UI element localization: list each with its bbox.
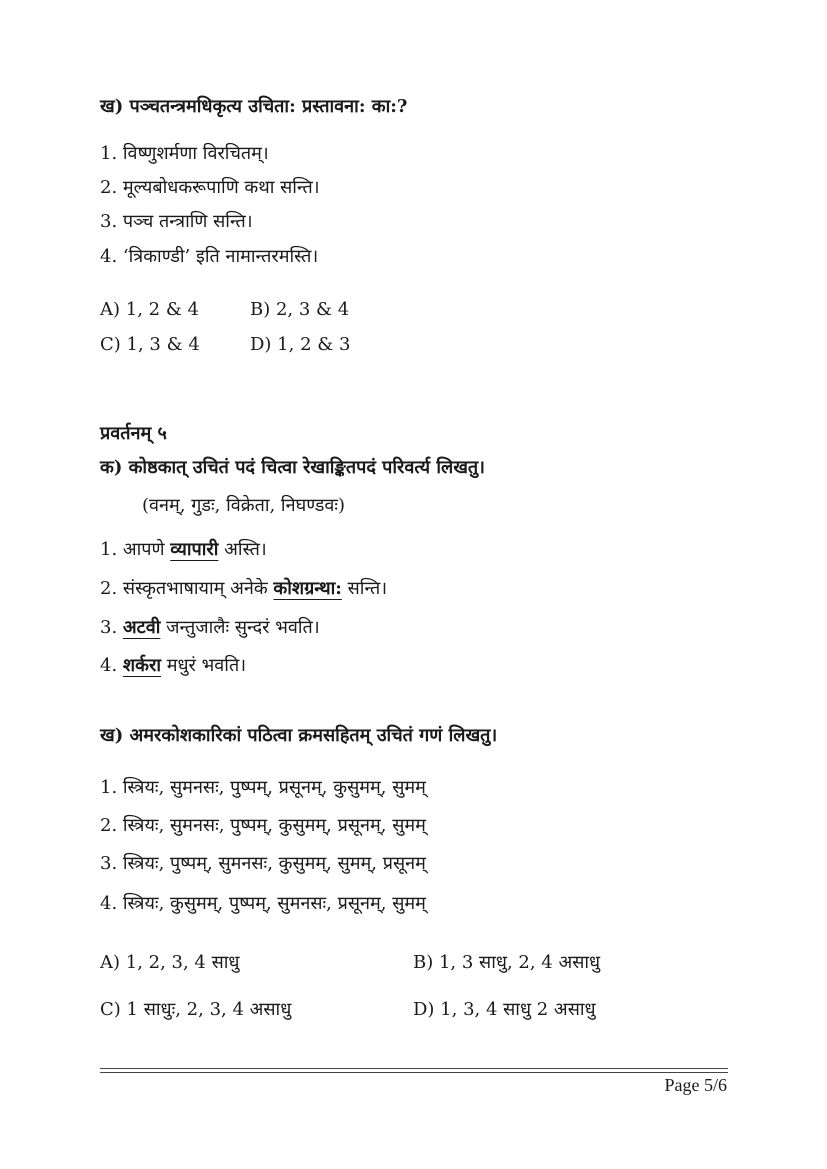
fill-item-1 <box>100 538 267 562</box>
sequence-2: 2. स्त्रियः, सुमनसः, पुष्पम्, कुसुमम्, प्रसूनम्, सुमम् <box>100 815 426 836</box>
underlined-word: कोशग्रन्था: <box>273 578 342 599</box>
option-c: C) 1 साधुः, 2, 3, 4 असाधु <box>100 999 292 1020</box>
statement-3: 3. पञ्च तन्त्राणि सन्ति। <box>100 211 253 232</box>
item-number: 4. <box>100 655 123 676</box>
underlined-word: शर्करा <box>122 655 161 676</box>
fill-item-3 <box>100 616 320 640</box>
item-number: 3. <box>100 617 123 638</box>
item-suffix: जन्तुजालैः सुन्दरं भवति। <box>160 617 320 638</box>
option-d: D) 1, 2 & 3 <box>250 334 351 355</box>
option-c: C) 1, 3 & 4 <box>100 334 200 355</box>
item-prefix: आपणे <box>122 539 171 560</box>
item-suffix: मधुरं भवति। <box>161 655 247 676</box>
section-heading: प्रवर्तनम् ५ <box>100 423 167 444</box>
item-prefix: संस्कृतभाषायाम् अनेके <box>122 578 274 599</box>
question-kha-panchatantra: ख) पञ्चतन्त्रमधिकृत्य उचिता: प्रस्तावना: का:? <box>100 96 408 117</box>
question-kha-amarakosha: ख) अमरकोशकारिकां पठित्वा क्रमसहितम् उचितं गणं लिखतु। <box>100 725 498 746</box>
fill-item-4 <box>100 654 246 678</box>
option-b: B) 1, 3 साधु, 2, 4 असाधु <box>413 952 601 973</box>
item-number: 1. <box>100 539 123 560</box>
sequence-4: 4. स्त्रियः, कुसुमम्, पुष्पम्, सुमनसः, प्रसूनम्, सुमम् <box>100 893 426 914</box>
sequence-1: 1. स्त्रियः, सुमनसः, पुष्पम्, प्रसूनम्, कुसुमम्, सुमम् <box>100 777 426 798</box>
statement-1: 1. विष्णुशर्मणा विरचितम्। <box>100 143 269 164</box>
item-suffix: अस्ति। <box>218 539 267 560</box>
footer-rule-top <box>100 1068 728 1069</box>
question-ka: क) कोष्ठकात् उचितं पदं चित्वा रेखाङ्कितपदं परिवर्त्य लिखतु। <box>100 457 486 478</box>
option-b: B) 2, 3 & 4 <box>250 299 350 320</box>
statement-2: 2. मूल्यबोधकरूपाणि कथा सन्ति। <box>100 177 320 198</box>
footer-rule-bottom <box>100 1072 728 1073</box>
page-number: Page 5/6 <box>664 1075 727 1095</box>
word-box: (वनम्, गुडः, विक्रेता, निघण्डवः) <box>142 495 346 516</box>
option-d: D) 1, 3, 4 साधु 2 असाधु <box>413 999 596 1020</box>
item-number: 2. <box>100 578 123 599</box>
underlined-word: अटवी <box>122 617 161 638</box>
option-a: A) 1, 2, 3, 4 साधु <box>100 952 240 973</box>
statement-4: 4. ‘त्रिकाण्डी’ इति नामान्तरमस्ति। <box>100 246 319 267</box>
fill-item-2 <box>100 577 387 601</box>
sequence-3: 3. स्त्रियः, पुष्पम्, सुमनसः, कुसुमम्, सुमम्, प्रसूनम् <box>100 853 426 874</box>
option-a: A) 1, 2 & 4 <box>100 299 200 320</box>
item-suffix: सन्ति। <box>341 578 388 599</box>
underlined-word: व्यापारी <box>170 539 219 560</box>
